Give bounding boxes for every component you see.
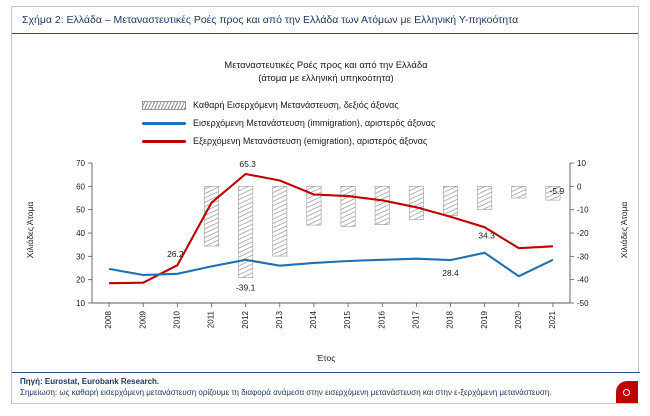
x-axis-label: Έτος — [316, 353, 336, 363]
svg-text:2017: 2017 — [411, 311, 421, 329]
figure-caption: Σχήμα 2: Ελλάδα – Μεταναστευτικές Ροές προς και από την Ελλάδα των Ατόμων με Ελληνική Υ-πηκοότητα — [22, 14, 519, 26]
svg-text:2009: 2009 — [138, 311, 148, 329]
svg-text:2010: 2010 — [172, 311, 182, 329]
svg-text:2011: 2011 — [206, 311, 216, 329]
figure-card — [11, 6, 639, 404]
svg-text:70: 70 — [76, 159, 85, 168]
legend-label-emigration: Εξερχόμενη Μετανάστευση (emigration), αριστερός άξονας — [193, 136, 428, 146]
svg-text:-10: -10 — [577, 205, 589, 215]
svg-text:-30: -30 — [577, 252, 589, 262]
legend-swatch-red-line-icon — [142, 136, 186, 146]
svg-text:2016: 2016 — [377, 311, 387, 329]
svg-text:2020: 2020 — [513, 311, 523, 329]
svg-text:2013: 2013 — [274, 311, 284, 329]
svg-text:28.4: 28.4 — [442, 268, 459, 279]
legend-swatch-hatch-icon — [142, 101, 186, 110]
svg-text:2014: 2014 — [309, 311, 319, 329]
y-axis-label-left: Χιλιάδες Άτομα — [25, 201, 35, 259]
legend-swatch-blue-line-icon — [142, 118, 186, 128]
chart-title: Μεταναστευτικές Ροές προς και από την Ελλάδα — [224, 60, 428, 71]
corner-badge-icon — [616, 381, 638, 403]
svg-text:34.3: 34.3 — [478, 230, 495, 241]
svg-text:20: 20 — [76, 275, 85, 285]
legend-label-immigration: Εισερχόμενη Μετανάστευση (immigration), αριστερός άξονας — [193, 118, 436, 128]
svg-text:2012: 2012 — [240, 311, 250, 329]
svg-text:10: 10 — [76, 299, 85, 308]
svg-text:60: 60 — [76, 182, 85, 192]
legend-label-net-migration: Καθαρή Εισερχόμενη Μετανάστευση, δεξιός άξονας — [193, 100, 399, 110]
svg-text:50: 50 — [76, 205, 85, 215]
svg-text:2015: 2015 — [343, 311, 353, 329]
figure-title-bar — [12, 7, 638, 34]
chart-legend — [142, 97, 542, 151]
y-axis-label-right: Χιλιάδες Άτομα — [619, 201, 629, 259]
svg-text:0: 0 — [577, 182, 582, 192]
figure-footer — [12, 372, 640, 403]
svg-text:-39.1: -39.1 — [235, 282, 256, 293]
legend-item-immigration — [142, 115, 542, 131]
legend-item-net-migration — [142, 97, 542, 113]
svg-text:40: 40 — [76, 229, 85, 238]
chart-svg — [12, 155, 640, 361]
chart-title-block — [12, 59, 640, 85]
svg-text:30: 30 — [76, 252, 85, 262]
footer-note: Σημείωση: ως καθαρή εισερχόμενη μετανάστευση ορίζουμε τη διαφορά ανάμεσα στην εισερχόμενη μετανάστευση και στην ε-ξερχόμενη μετανάστευση. — [20, 387, 552, 397]
plot-area — [12, 155, 640, 361]
svg-text:2008: 2008 — [104, 311, 114, 329]
svg-text:65.3: 65.3 — [239, 158, 256, 169]
chart-subtitle: (άτομα με ελληνική υπηκοότητα) — [258, 73, 394, 84]
chart-container — [12, 51, 640, 361]
svg-text:-50: -50 — [577, 299, 589, 308]
svg-text:-20: -20 — [577, 229, 589, 238]
svg-text:26.2: 26.2 — [167, 249, 184, 260]
svg-text:-5.9: -5.9 — [549, 186, 565, 197]
svg-text:2018: 2018 — [445, 311, 455, 329]
svg-text:-40: -40 — [577, 275, 589, 285]
svg-text:10: 10 — [577, 159, 586, 168]
footer-source: Πηγή: Eurostat, Eurobank Research. — [20, 377, 160, 386]
legend-item-emigration — [142, 133, 542, 149]
svg-text:2021: 2021 — [548, 311, 558, 329]
svg-text:2019: 2019 — [479, 311, 489, 329]
